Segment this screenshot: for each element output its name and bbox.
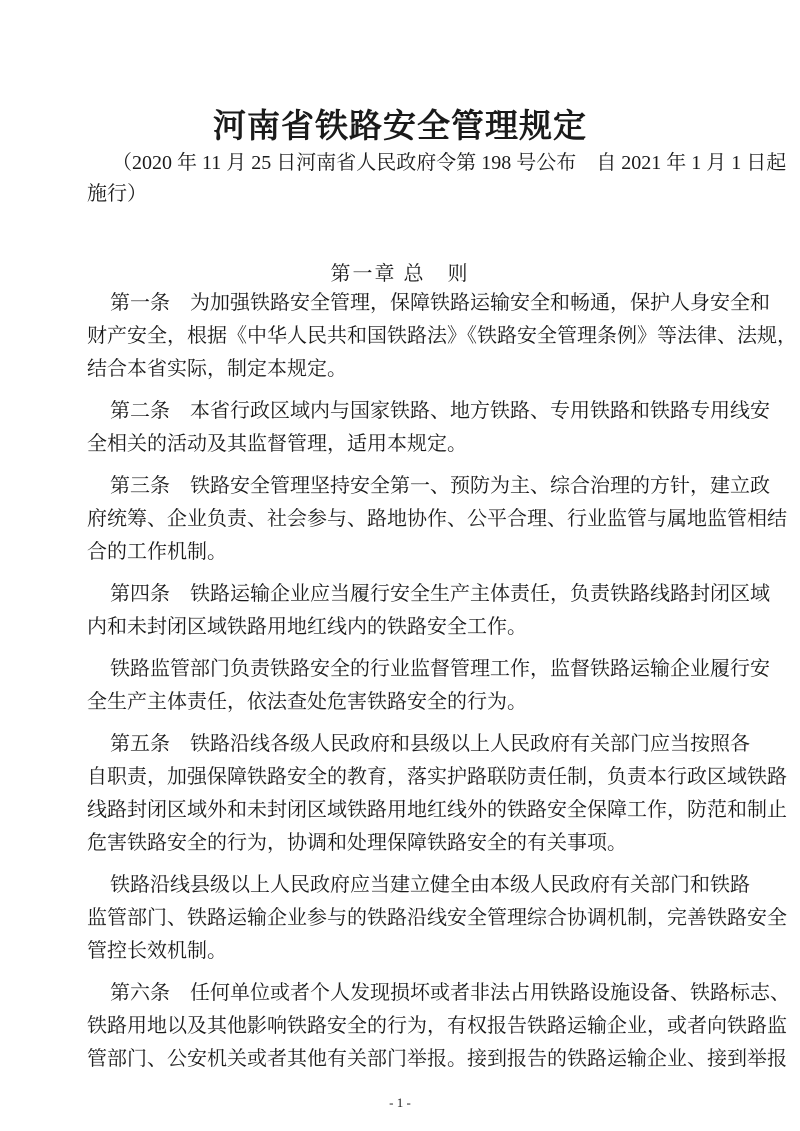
document-title: 河南省铁路安全管理规定 [213,109,587,145]
page-number: - 1 - [389,1095,411,1110]
subtitle-line: 施行） [87,183,147,205]
paragraph-line: 第二条 本省行政区域内与国家铁路、地方铁路、专用铁路和铁路专用线安 [110,400,770,422]
paragraph-line: 第五条 铁路沿线各级人民政府和县级以上人民政府有关部门应当按照各 [110,733,750,755]
paragraph-line: 铁路监管部门负责铁路安全的行业监督管理工作，监督铁路运输企业履行安 [110,658,770,680]
paragraph-line: 全生产主体责任，依法查处危害铁路安全的行为。 [87,691,527,713]
paragraph-line: 结合本省实际，制定本规定。 [87,358,347,380]
paragraph-line: 第四条 铁路运输企业应当履行安全生产主体责任，负责铁路线路封闭区域 [110,583,770,605]
paragraph-line: 铁路用地以及其他影响铁路安全的行为，有权报告铁路运输企业，或者向铁路监 [87,1015,787,1037]
subtitle-line: （2020 年 11 月 25 日河南省人民政府令第 198 号公布 自 2021 年 1 月 1 日起 [112,152,787,174]
paragraph-line: 线路封闭区域外和未封闭区域铁路用地红线外的铁路安全保障工作，防范和制止 [87,799,787,821]
paragraph-line: 管控长效机制。 [87,940,227,962]
paragraph-line: 危害铁路安全的行为，协调和处理保障铁路安全的有关事项。 [87,832,627,854]
paragraph-line: 第六条 任何单位或者个人发现损坏或者非法占用铁路设施设备、铁路标志、 [110,982,790,1004]
paragraph-line: 合的工作机制。 [87,541,227,563]
paragraph-line: 铁路沿线县级以上人民政府应当建立健全由本级人民政府有关部门和铁路 [110,874,750,896]
chapter-heading: 第一章 总 则 [330,263,470,285]
paragraph-line: 自职责，加强保障铁路安全的教育，落实护路联防责任制，负责本行政区域铁路 [87,766,787,788]
paragraph-line: 管部门、公安机关或者其他有关部门举报。接到报告的铁路运输企业、接到举报 [87,1048,787,1070]
paragraph-line: 内和未封闭区域铁路用地红线内的铁路安全工作。 [87,616,527,638]
paragraph-line: 财产安全，根据《中华人民共和国铁路法》《铁路安全管理条例》等法律、法规， [87,325,797,347]
paragraph-line: 第三条 铁路安全管理坚持安全第一、预防为主、综合治理的方针，建立政 [110,475,770,497]
paragraph-line: 第一条 为加强铁路安全管理，保障铁路运输安全和畅通，保护人身安全和 [110,292,770,314]
paragraph-line: 全相关的活动及其监督管理，适用本规定。 [87,433,467,455]
paragraph-line: 监管部门、铁路运输企业参与的铁路沿线安全管理综合协调机制，完善铁路安全 [87,907,787,929]
paragraph-line: 府统筹、企业负责、社会参与、路地协作、公平合理、行业监管与属地监管相结 [87,508,787,530]
